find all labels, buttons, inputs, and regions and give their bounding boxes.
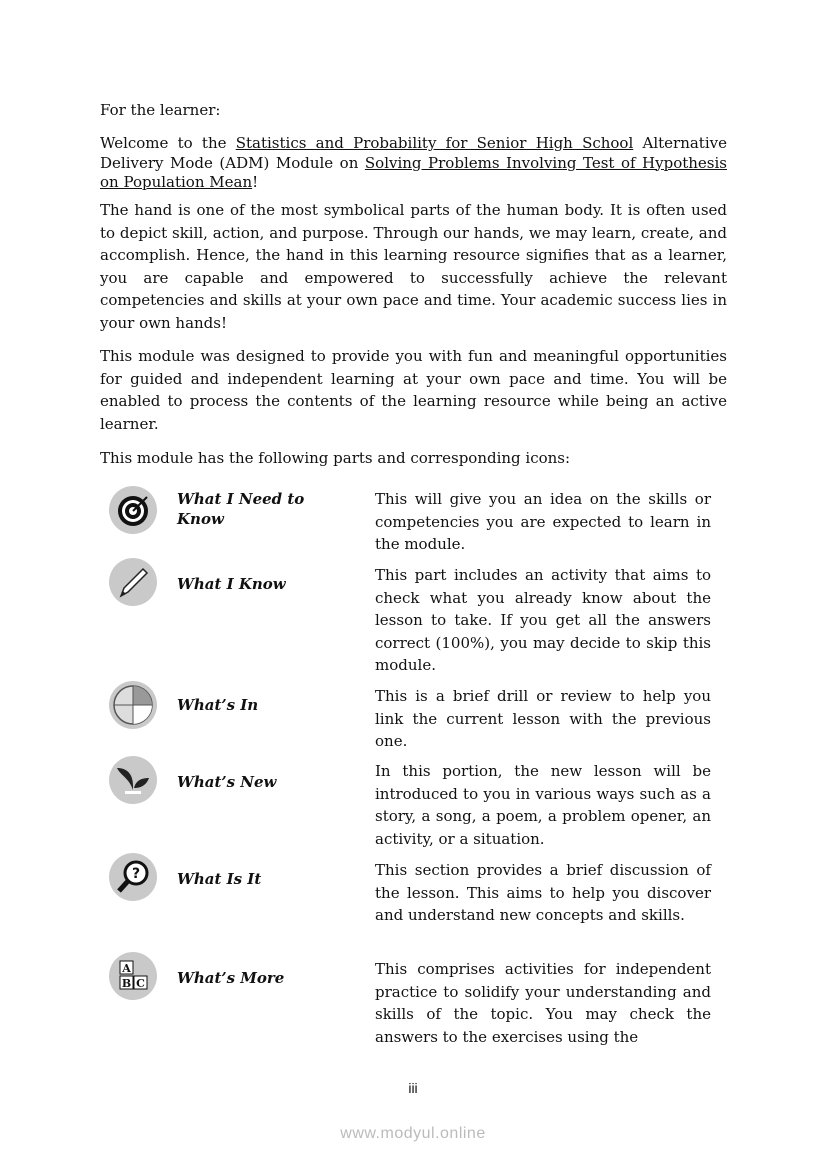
parts-intro: This module has the following parts and corresponding icons: xyxy=(100,449,571,467)
part-description: In this portion, the new lesson will be introduced to you in various ways such as a story, a song, a poem, a problem opener, an activity, or a situation. xyxy=(375,762,711,848)
part-name: What’s New xyxy=(177,773,277,791)
welcome-paragraph xyxy=(100,134,727,193)
abc-blocks-icon xyxy=(109,952,157,1000)
svg-text:A: A xyxy=(122,962,131,975)
part-name: What I Know xyxy=(177,575,286,593)
part-name: What Is It xyxy=(177,870,262,888)
part-name: What’s In xyxy=(177,696,259,714)
welcome-text: Welcome to the xyxy=(100,134,236,152)
module-topic: Solving Problems Involving Test of Hypothesis on Population Mean xyxy=(100,153,727,192)
intro-heading: For the learner: xyxy=(100,101,221,119)
svg-text:C: C xyxy=(136,977,145,990)
svg-text:B: B xyxy=(121,977,132,990)
svg-text:?: ? xyxy=(131,866,141,882)
part-description: This will give you an idea on the skills or competencies you are expected to learn in the module. xyxy=(375,490,711,554)
part-description: This part includes an activity that aims to check what you already know about the lesson to take. If you get all the answers correct (100%), you may decide to skip this module. xyxy=(375,566,711,675)
part-description: This section provides a brief discussion of the lesson. This aims to help you discover and understand new concepts and skills. xyxy=(375,861,711,925)
part-description: This is a brief drill or review to help you link the current lesson with the previous one. xyxy=(375,687,711,751)
design-paragraph: This module was designed to provide you with fun and meaningful opportunities for guided and independent learning at your own pace and time. You will be enabled to process the contents of the learning resource while being an active learner. xyxy=(100,347,727,433)
page-number: iii xyxy=(408,1080,418,1096)
target-icon xyxy=(109,486,157,534)
pencil-icon xyxy=(109,558,157,606)
welcome-text: ! xyxy=(252,173,259,192)
part-name: What I Need to Know xyxy=(177,490,305,528)
part-description: This comprises activities for independent practice to solidify your understanding and skills of the topic. You may check the answers to the exercises using the xyxy=(375,960,711,1046)
part-name: What’s More xyxy=(177,969,285,987)
hand-paragraph: The hand is one of the most symbolical parts of the human body. It is often used to depict skill, action, and purpose. Through our hands, we may learn, create, and accomplish. Hence, the hand in this learning resource signifies that as a learner, you are capable and empowered to successfully achieve the relevant competencies and skills at your own pace and time. Your academic success lies in your own hands! xyxy=(100,201,727,332)
sprout-icon xyxy=(109,756,157,804)
welcome-text: Alternative Delivery Mode (ADM) Module on xyxy=(100,134,727,172)
magnifier-question-icon xyxy=(109,853,157,901)
subject-title: Statistics and Probability for Senior High School xyxy=(235,134,634,152)
puzzle-icon xyxy=(109,681,157,729)
watermark: www.modyul.online xyxy=(340,1125,486,1142)
